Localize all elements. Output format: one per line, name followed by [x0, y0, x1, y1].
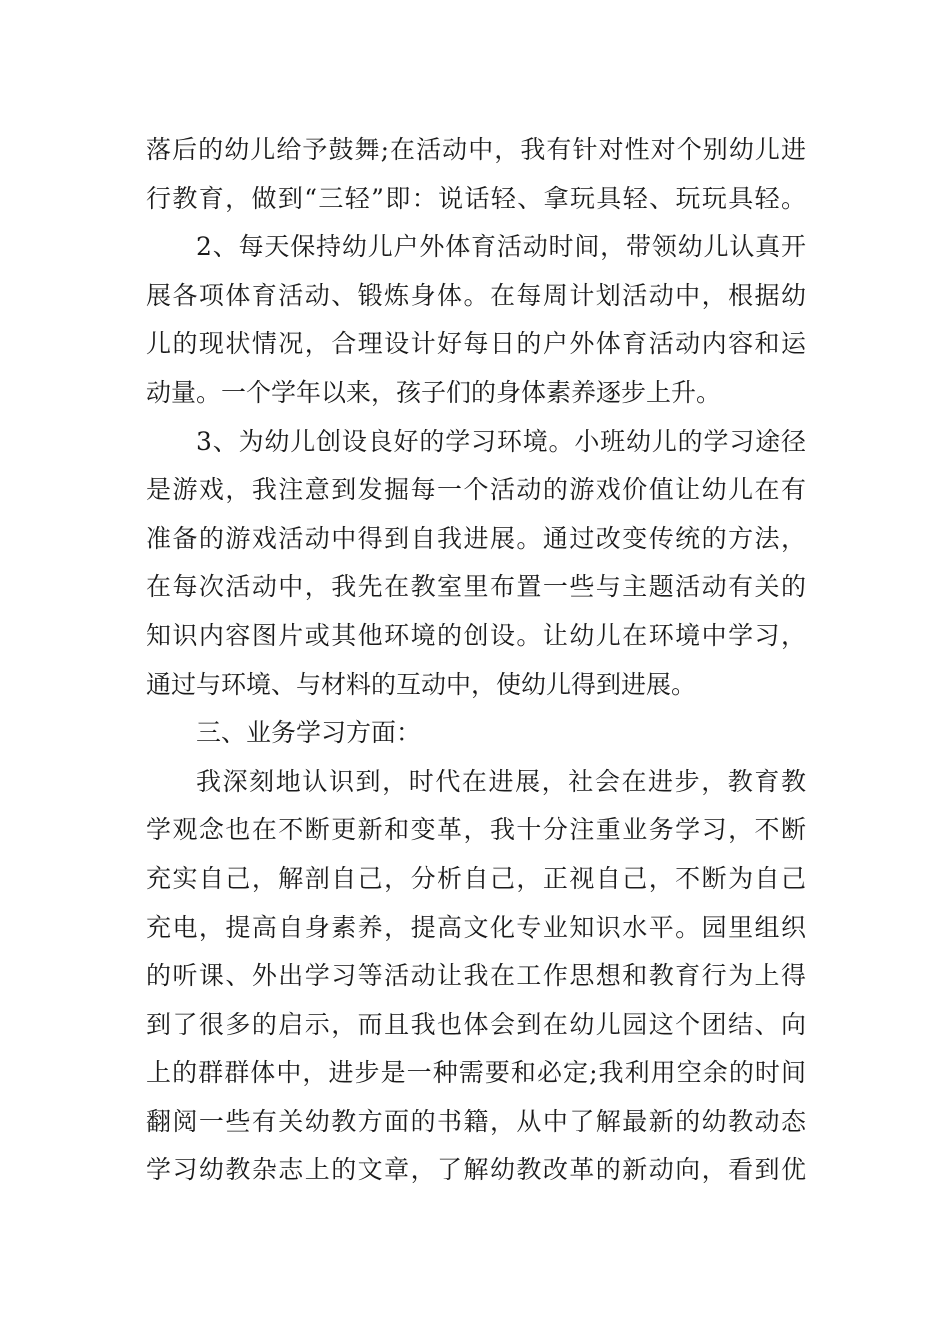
text-line: 上的群群体中，进步是一种需要和必定;我利用空余的时间: [146, 1058, 806, 1088]
text-line: 2、每天保持幼儿户外体育活动时间，带领幼儿认真开: [196, 232, 806, 262]
document-text-body: [146, 126, 806, 1195]
text-line: 动量。一个学年以来，孩子们的身体素养逐步上升。: [146, 377, 722, 407]
text-line: 翻阅一些有关幼教方面的书籍，从中了解最新的幼教动态: [146, 1106, 806, 1136]
text-line: 儿的现状情况，合理设计好每日的户外体育活动内容和运: [146, 329, 806, 359]
text-line: 通过与环境、与材料的互动中，使幼儿得到进展。: [146, 669, 697, 699]
text-line: 三、业务学习方面：: [196, 718, 422, 748]
text-line: 充实自己，解剖自己，分析自己，正视自己，不断为自己: [146, 863, 806, 893]
text-line: 3、为幼儿创设良好的学习环境。小班幼儿的学习途径: [196, 426, 806, 456]
text-line: 是游戏，我注意到发掘每一个活动的游戏价值让幼儿在有: [146, 475, 806, 505]
text-line: 学习幼教杂志上的文章，了解幼教改革的新动向，看到优: [146, 1155, 806, 1185]
text-line: 落后的幼儿给予鼓舞;在活动中，我有针对性对个别幼儿进: [146, 135, 806, 164]
text-line: 我深刻地认识到，时代在进展，社会在进步，教育教: [196, 766, 806, 796]
text-line: 到了很多的启示，而且我也体会到在幼儿园这个团结、向: [146, 1009, 806, 1039]
text-line: 充电，提高自身素养，提高文化专业知识水平。园里组织: [146, 912, 806, 942]
text-line: 准备的游戏活动中得到自我进展。通过改变传统的方法，: [146, 523, 806, 553]
text-line: 行教育，做到“三轻”即：说话轻、拿玩具轻、玩玩具轻。: [146, 183, 806, 213]
text-line: 展各项体育活动、锻炼身体。在每周计划活动中，根据幼: [146, 280, 806, 310]
text-line: 学观念也在不断更新和变革，我十分注重业务学习，不断: [146, 815, 806, 845]
text-line: 知识内容图片或其他环境的创设。让幼儿在环境中学习，: [146, 620, 806, 650]
text-line: 在每次活动中，我先在教室里布置一些与主题活动有关的: [146, 572, 806, 602]
text-line: 的听课、外出学习等活动让我在工作思想和教育行为上得: [146, 961, 806, 991]
